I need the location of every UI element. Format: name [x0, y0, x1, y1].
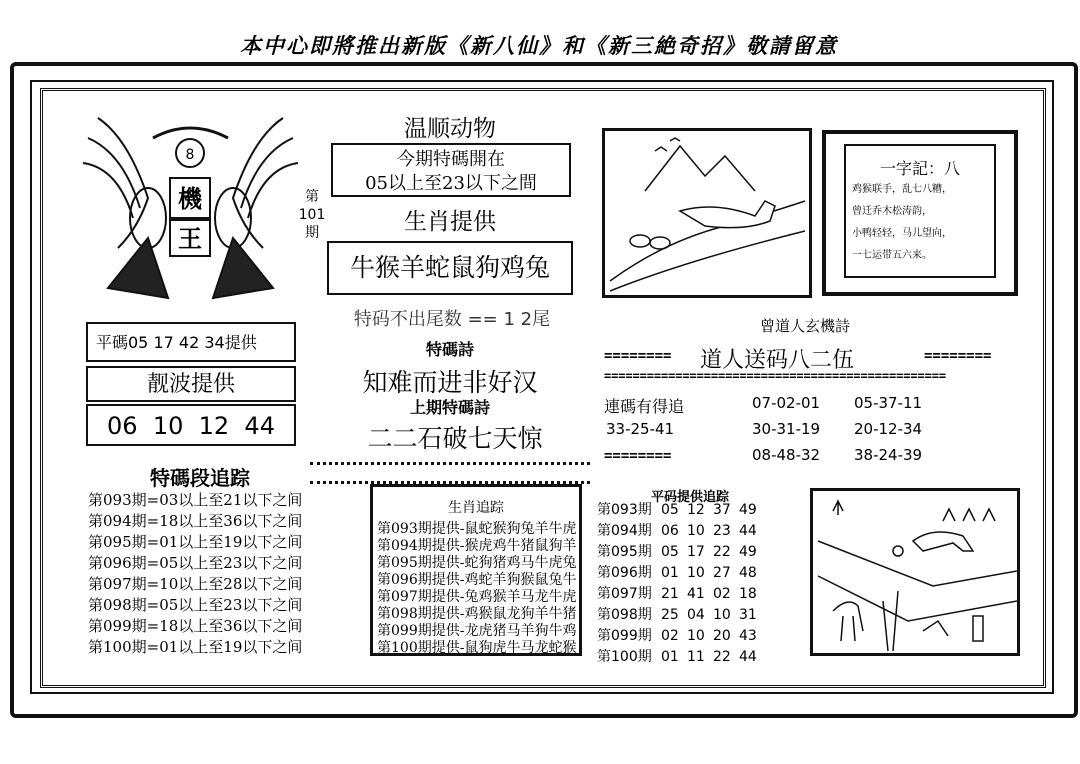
- track-row: 第097期=10以上至28以下之间: [88, 575, 303, 593]
- tiger-landscape-icon: [813, 491, 1017, 653]
- lianma-cell: 33-25-41: [606, 420, 675, 438]
- zodiac-track-row: 第095期提供-蛇狗猪鸡马牛虎兔: [377, 555, 577, 571]
- dash-right: ========: [924, 348, 992, 364]
- logo-emblem: [78, 108, 303, 303]
- last-poem-title: 上期特碼詩: [409, 398, 490, 417]
- track-row: 第098期=05以上至23以下之间: [88, 596, 303, 614]
- track-row: 第095期=01以上至19以下之间: [88, 533, 303, 551]
- pingma-number: 27: [713, 565, 731, 581]
- pingma-number: 41: [687, 586, 705, 602]
- pingma-number: 44: [739, 649, 757, 665]
- daoren-caption: 曾道人玄機詩: [759, 317, 850, 335]
- dash-left-2: ========: [604, 448, 672, 464]
- pingma-number: 25: [661, 607, 679, 623]
- logo-text-sub: 王: [178, 224, 202, 253]
- zodiac-track-row: 第094期提供-猴虎鸡牛猪鼠狗羊: [377, 538, 577, 554]
- pingma-number: 37: [713, 502, 731, 518]
- pingma-number: 21: [661, 586, 679, 602]
- logo-medal: 8: [185, 147, 195, 163]
- daoren-title: 道人送码八二伍: [700, 348, 855, 373]
- zodiac-track-row: 第093期提供-鼠蛇猴狗兔羊牛虎: [377, 521, 577, 537]
- track-list: [88, 490, 328, 658]
- track-row: 第094期=18以上至36以下之间: [88, 512, 303, 530]
- track-row: 第099期=18以上至36以下之间: [88, 617, 303, 635]
- tiger-picture: [810, 488, 1020, 656]
- pingma-row: [597, 542, 797, 563]
- zodiac-track-row: 第098期提供-鸡猴鼠龙狗羊牛猪: [377, 606, 577, 622]
- pingma-number: 49: [739, 502, 757, 518]
- poem-title: 特碼詩: [425, 340, 474, 359]
- pingma-period: 第096期: [597, 565, 652, 581]
- header-banner: 本中心即將推出新版《新八仙》和《新三絶奇招》敬請留意: [240, 33, 838, 58]
- bo-title-box: 靓波提供: [86, 366, 296, 402]
- zodiac-track-list: [373, 521, 579, 657]
- lianma-cell: 20-12-34: [854, 420, 923, 438]
- pingma-number: 17: [687, 544, 705, 560]
- pingma-row: [597, 563, 797, 584]
- pingma-number: 23: [713, 523, 731, 539]
- pingma-number: 12: [687, 502, 705, 518]
- pingma-period: 第094期: [597, 523, 652, 539]
- pingma-number: 20: [713, 628, 731, 644]
- poem-line: 知难而进非好汉: [362, 368, 538, 397]
- pingma-number: 02: [713, 586, 731, 602]
- dash-full: ================================================: [604, 369, 946, 383]
- pingma-number: 06: [661, 523, 679, 539]
- lianma-cell: 05-37-11: [854, 394, 923, 412]
- lianma-cell: 07-02-01: [752, 394, 821, 412]
- pingma-number: 05: [661, 502, 679, 518]
- pingma-number: 31: [739, 607, 757, 623]
- pingma-number: 10: [687, 628, 705, 644]
- pingma-number: 18: [739, 586, 757, 602]
- zodiac-track-row: 第099期提供-龙虎猪马羊狗牛鸡: [377, 623, 577, 639]
- track-row: 第093期=03以上至21以下之间: [88, 491, 303, 509]
- pingma-box: 平碼05 17 42 34提供: [86, 322, 296, 362]
- pingma-row: [597, 521, 797, 542]
- track-row: 第096期=05以上至23以下之间: [88, 554, 303, 572]
- decorative-divider: [310, 462, 590, 484]
- issue-label: [297, 188, 327, 242]
- issue-suffix: 期: [305, 225, 319, 241]
- pingma-row: [597, 626, 797, 647]
- track-row: 第100期=01以上至19以下之间: [88, 638, 303, 656]
- pingma-number: 02: [661, 628, 679, 644]
- lianma-cell: 08-48-32: [752, 446, 821, 464]
- eagle-logo-icon: [78, 108, 303, 303]
- landscape-picture: [602, 128, 812, 298]
- zodiac-track-row: 第097期提供-兔鸡猴羊马龙牛虎: [377, 589, 577, 605]
- pingma-row: [597, 584, 797, 605]
- pingma-row: [597, 500, 797, 521]
- track-title: 特碼段追踪: [150, 466, 250, 490]
- pingma-number: 44: [739, 523, 757, 539]
- pingma-period: 第100期: [597, 649, 652, 665]
- last-poem-line: 二二石破七天惊: [367, 424, 543, 453]
- pingma-period: 第098期: [597, 607, 652, 623]
- special-range-line-2: 05以上至23以下之間: [365, 173, 537, 194]
- bo-numbers-box: 06 10 12 44: [86, 404, 296, 446]
- riddle-line: 小鸭轻轻，马儿望向，: [852, 228, 952, 239]
- zodiac-title: 生肖提供: [404, 209, 496, 235]
- pingma-number: 01: [661, 649, 679, 665]
- pingma-number: 10: [713, 607, 731, 623]
- zodiac-list-box: 牛猴羊蛇鼠狗鸡兔: [327, 241, 573, 295]
- pingma-period: 第099期: [597, 628, 652, 644]
- special-range-line-1: 今期特碼開在: [397, 149, 505, 170]
- zodiac-track-title: 生肖追踪: [448, 500, 504, 516]
- riddle-line: 鸡猴联手，乱七八糟，: [852, 184, 952, 195]
- pingma-number: 49: [739, 544, 757, 560]
- pingma-number: 22: [713, 544, 731, 560]
- pingma-period: 第093期: [597, 502, 652, 518]
- zodiac-track-row: 第096期提供-鸡蛇羊狗猴鼠兔牛: [377, 572, 577, 588]
- zodiac-track-box: [370, 484, 582, 656]
- riddle-box: [844, 144, 996, 278]
- riddle-title: 一字記：八: [879, 159, 960, 178]
- pingma-period: 第097期: [597, 586, 652, 602]
- pingma-number: 04: [687, 607, 705, 623]
- pingma-number: 10: [687, 523, 705, 539]
- riddle-line: 曾迁乔木松涛韵，: [852, 206, 932, 217]
- pingma-number: 05: [661, 544, 679, 560]
- animal-title: 温顺动物: [404, 116, 496, 142]
- riddle-line: 一七运带五六来。: [852, 250, 932, 261]
- pingma-number: 43: [739, 628, 757, 644]
- special-range-box: [331, 143, 571, 197]
- pingma-track-list: [597, 500, 797, 668]
- logo-text-main: 機: [178, 184, 202, 213]
- lianma-label: 連碼有得追: [604, 397, 685, 416]
- pingma-number: 22: [713, 649, 731, 665]
- lianma-cell: 30-31-19: [752, 420, 821, 438]
- pingma-number: 10: [687, 565, 705, 581]
- pingma-row: [597, 605, 797, 626]
- dog-landscape-icon: [605, 131, 809, 295]
- pingma-number: 48: [739, 565, 757, 581]
- dash-left: ========: [604, 348, 672, 364]
- pingma-number: 11: [687, 649, 705, 665]
- zodiac-track-row: 第100期提供-鼠狗虎牛马龙蛇猴: [377, 640, 577, 656]
- pingma-number: 01: [661, 565, 679, 581]
- pingma-track-title: 平码提供追踪: [650, 490, 729, 505]
- pingma-period: 第095期: [597, 544, 652, 560]
- pingma-row: [597, 647, 797, 668]
- issue-prefix: 第: [305, 189, 319, 205]
- issue-number: 101: [298, 207, 326, 223]
- riddle-lines: [846, 179, 994, 267]
- tail-line: 特码不出尾数 == 1 2尾: [353, 309, 551, 330]
- lianma-cell: 38-24-39: [854, 446, 923, 464]
